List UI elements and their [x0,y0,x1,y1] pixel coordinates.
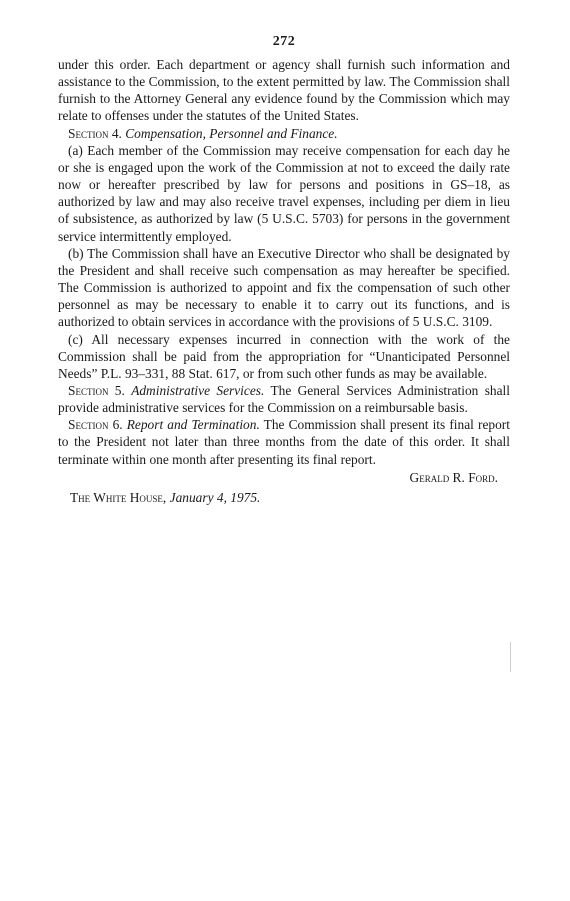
section-4b-paragraph: (b) The Commission shall have an Executive Director who shall be designated by the President and shall receive such compensation as may hereafter be specified. The Commission is authorized to appoint and fix the compensation of such other personnel as may be necessary to enable it to carry out its functions, and is authorized to obtain services in accordance with the provisions of 5 U.S.C. 3109. [58,245,510,330]
section-6-title: Report and Termination. [126,417,260,433]
dateline [58,489,510,506]
document-page [58,34,510,506]
dateline-date: January 4, 1975. [169,489,261,505]
section-4a-paragraph: (a) Each member of the Commission may receive compensation for each day he or she is engaged upon the work of the Commission at not to exceed the daily rate now or hereafter prescribed by law for persons and positions in GS–18, as authorized by law and may also receive travel expenses, including per diem in lieu of subsistence, as authorized by law (5 U.S.C. 5703) for persons in the government service intermittently employed. [58,142,510,244]
section-5-paragraph [58,382,510,416]
document-body [58,56,510,468]
section-4-title: Compensation, Personnel and Finance. [125,125,338,141]
section-6-label: Section [68,417,109,433]
dateline-place: The White House, [70,489,167,505]
section-6-text: The Commission shall present its final report to the President not later than three months from the date of this order. It shall terminate within one month after presenting its final report. [58,417,510,467]
section-6-paragraph [58,416,510,467]
section-4c-paragraph: (c) All necessary expenses incurred in connection with the work of the Commission shall be paid from the appropriation for “Unanticipated Personnel Needs” P.L. 93–331, 88 Stat. 617, or from such other funds as may be available. [58,331,510,381]
section-5-text: The General Services Administration shall provide administrative services for the Commission on a reimbursable basis. [58,382,510,416]
section-5-label: Section [68,382,109,398]
section-4-heading [58,125,510,142]
continuation-paragraph: under this order. Each department or agency shall furnish such information and assistance to the Commission, to the extent permitted by law. The Commission shall furnish to the Attorney General any evidence found by the Commission which may relate to offenses under the statutes of the United States. [58,57,510,124]
section-4-number: 4. [111,125,122,141]
section-4-label: Section [68,125,109,141]
section-5-number: 5. [114,382,125,398]
scan-margin-mark [510,642,511,672]
page-number: 272 [272,34,296,49]
section-5-title: Administrative Services. [131,382,265,398]
section-6-number: 6. [112,417,123,433]
signature: Gerald R. Ford. [409,469,498,485]
